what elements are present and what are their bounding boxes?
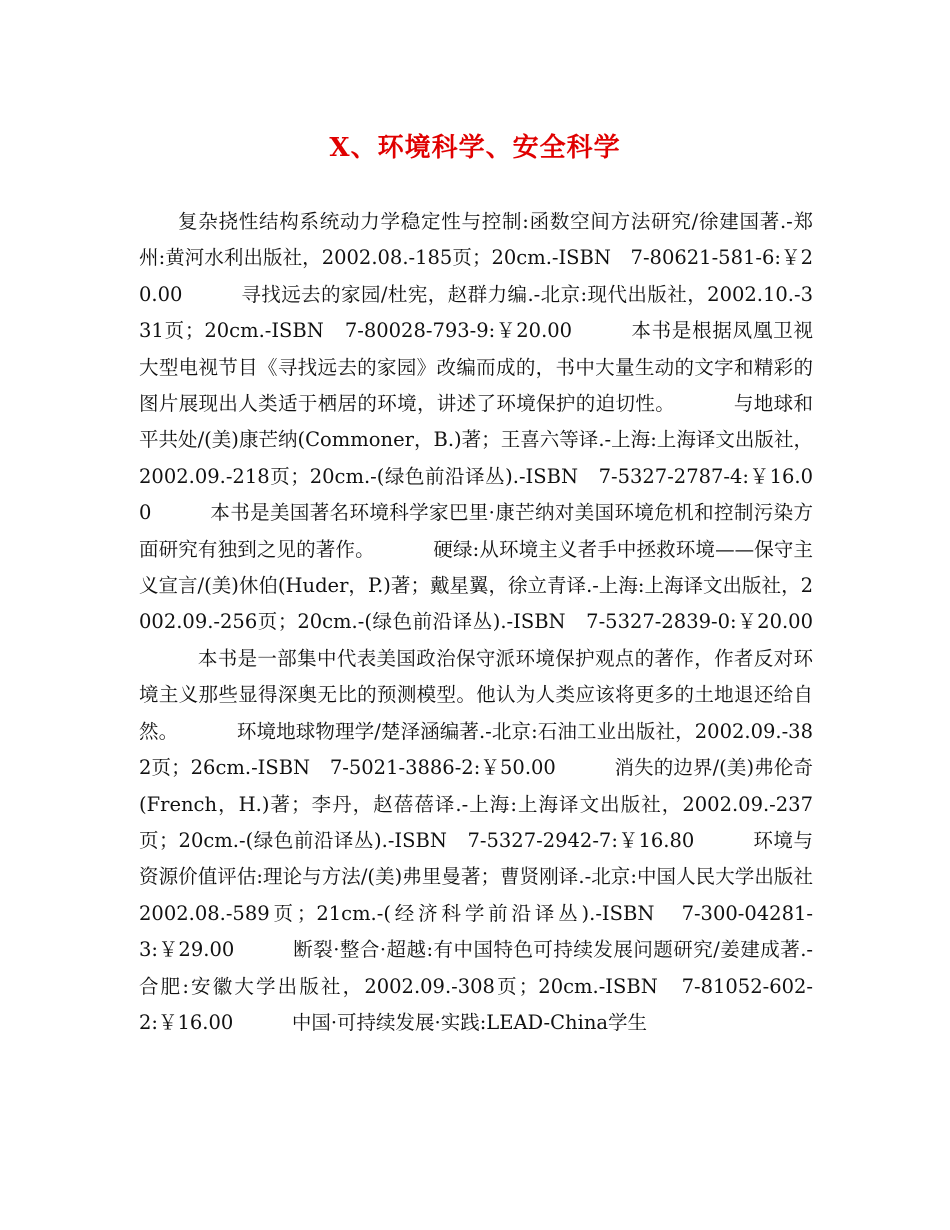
catalog-entry: 复杂挠性结构系统动力学稳定性与控制:函数空间方法研究/徐建国著.-郑州:黄河水利出版社，2002.08.-185页；20cm.-ISBN 7-80621-581-6:￥20.00 (139, 210, 813, 306)
catalog-paragraph (139, 204, 813, 1041)
catalog-entry: 环境与资源价值评估:理论与方法/(美)弗里曼著；曹贤刚译.-北京:中国人民大学出版社2002.08.-589页；21cm.-(经济科学前沿译丛).-ISBN 7-300-04281-3:￥29.00 (139, 828, 813, 962)
entry-summary: 本书是一部集中代表美国政治保守派环境保护观点的著作，作者反对环境主义那些显得深奥无比的预测模型。他认为人类应该将更多的土地退还给自然。 (139, 646, 813, 743)
catalog-entry: 断裂·整合·超越:有中国特色可持续发展问题研究/姜建成著.-合肥:安徽大学出版社，2002.09.-308页；20cm.-ISBN 7-81052-602-2:￥16.00 (139, 938, 813, 1034)
page-title: X、环境科学、安全科学 (329, 133, 621, 163)
catalog-entry: 消失的边界/(美)弗伦奇(French，H.)著；李丹，赵蓓蓓译.-上海:上海译文出版社，2002.09.-237页；20cm.-(绿色前沿译丛).-ISBN 7-5327-2942-7:￥16.80 (139, 756, 813, 852)
catalog-entry: 中国·可持续发展·实践:LEAD-China学生 (291, 1010, 648, 1034)
catalog-entry: 与地球和平共处/(美)康芒纳(Commoner，B.)著；王喜六等译.-上海:上海译文出版社，2002.09.-218页；20cm.-(绿色前沿译丛).-ISBN 7-5327-2787-4:￥16.00 (139, 392, 813, 525)
entry-summary: 本书是根据凤凰卫视大型电视节目《寻找远去的家园》改编而成的，书中大量生动的文字和精彩的图片展现出人类适于栖居的环境，讲述了环境保护的迫切性。 (139, 319, 813, 416)
entry-summary: 本书是美国著名环境科学家巴里·康芒纳对美国环境危机和控制污染方面研究有独到之见的著作。 (139, 501, 813, 561)
catalog-entry: 寻找远去的家园/杜宪，赵群力编.-北京:现代出版社，2002.10.-331页；20cm.-ISBN 7-80028-793-9:￥20.00 (139, 282, 813, 343)
catalog-entry: 硬绿:从环境主义者手中拯救环境——保守主义宣言/(美)休伯(Huder，P.)著；戴星翼，徐立青译.-上海:上海译文出版社，2002.09.-256页；20cm.-(绿色前沿译丛).-ISBN 7-5327-2839-0:￥20.00 (139, 537, 813, 634)
catalog-entry: 环境地球物理学/楚泽涵编著.-北京:石油工业出版社，2002.09.-382页；26cm.-ISBN 7-5021-3886-2:￥50.00 (139, 719, 813, 780)
